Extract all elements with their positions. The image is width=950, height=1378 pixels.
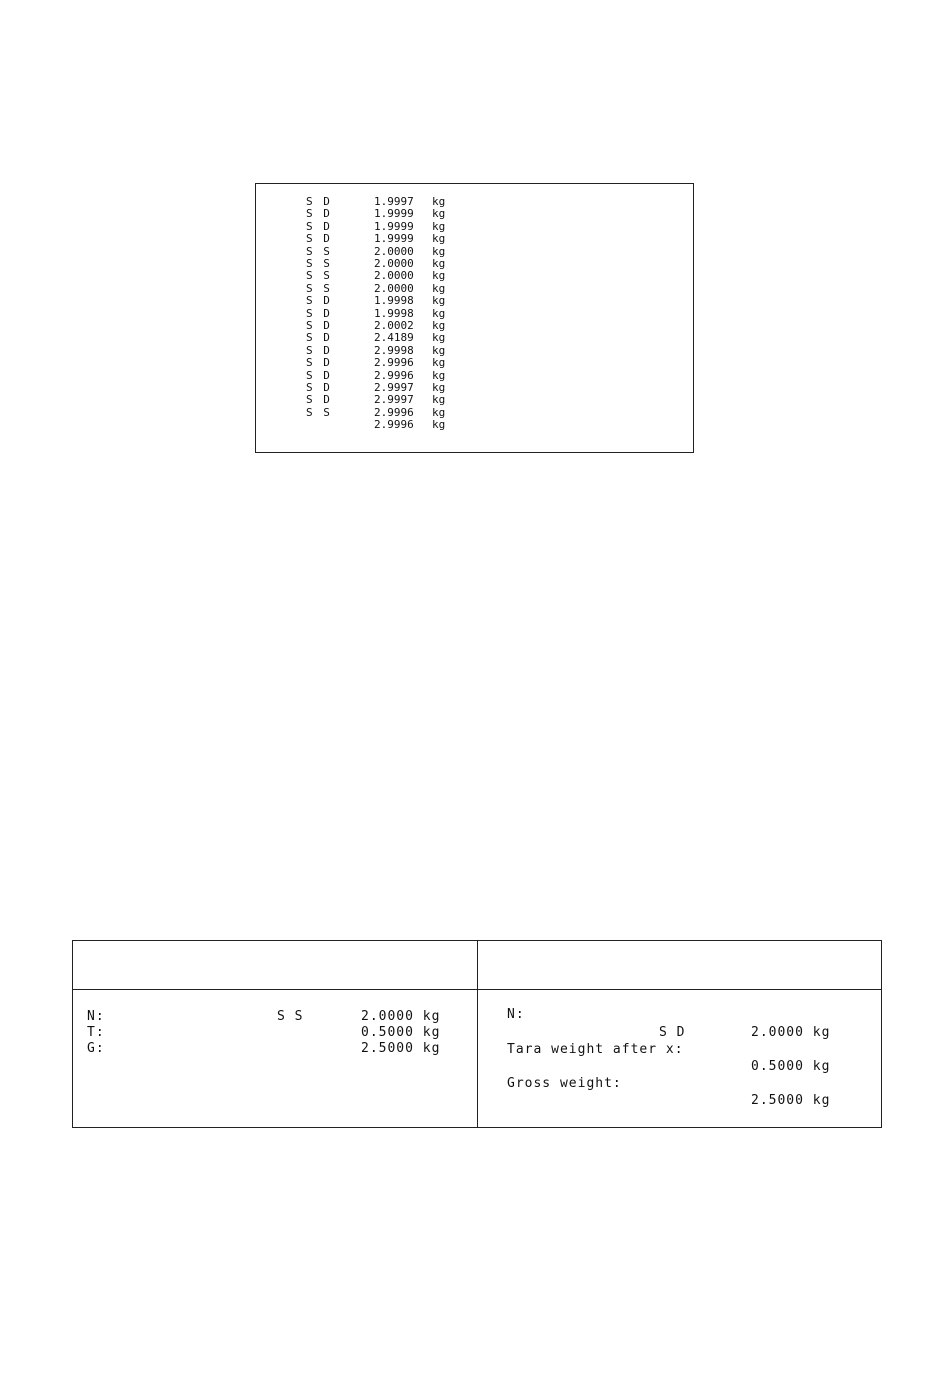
printout-status: S S [306,269,332,283]
left-g-value: 2.5000 kg [361,1041,441,1056]
printout-value: 1.9998 [374,294,414,308]
printout-value: 2.0002 [374,319,414,332]
printout-value: 1.9998 [374,306,414,320]
printout-value: 2.9996 [374,356,414,370]
right-n-value: 2.0000 kg [751,1025,831,1040]
printout-value: 2.9996 [374,368,414,382]
printout-unit: kg [432,232,446,246]
left-n-label: N: [87,1009,105,1024]
printout-status: S D [306,356,332,370]
printout-value: 2.9997 [374,393,414,407]
left-n-value: 2.0000 kg [361,1009,441,1024]
printout-status: S D [306,195,332,208]
printout-unit: kg [432,244,446,258]
printout-box [255,183,694,453]
printout-value: 2.9998 [374,343,414,357]
printout-status: S S [306,281,332,295]
printout-unit: kg [432,393,446,407]
printout-unit: kg [432,343,446,357]
printout-value: 2.9996 [374,405,414,419]
printout-unit: kg [432,319,446,332]
printout-unit: kg [432,331,446,345]
printout-value: 2.4189 [374,331,414,345]
printout-value: 1.9999 [374,232,414,246]
printout-unit: kg [432,405,446,419]
printout-status: S S [306,257,332,270]
printout-unit: kg [432,281,446,295]
printout-status: S D [306,306,332,320]
printout-status: S D [306,343,332,357]
comparison-table [72,940,882,1128]
printout-unit: kg [432,356,446,370]
right-gross-label: Gross weight: [507,1076,622,1091]
printout-status: S D [306,368,332,382]
printout-value: 1.9999 [374,219,414,233]
printout-value: 2.0000 [374,244,414,258]
right-n-label: N: [507,1007,525,1022]
right-gross-value: 2.5000 kg [751,1093,831,1108]
printout-unit: kg [432,219,446,233]
printout-status: S D [306,219,332,233]
printout-status: S D [306,319,332,332]
printout-status: S D [306,331,332,345]
printout-status: S D [306,232,332,246]
column-divider [477,941,478,1127]
printout-value: 2.9996 [374,418,414,432]
left-g-label: G: [87,1041,105,1056]
printout-status: S S [306,244,332,258]
printout-status: S S [306,405,332,419]
right-n-status: S D [659,1025,686,1040]
printout-status: S D [306,381,332,394]
printout-unit: kg [432,368,446,382]
printout-unit: kg [432,207,446,221]
printout-unit: kg [432,381,446,394]
printout-unit: kg [432,294,446,308]
left-n-status: S S [277,1009,304,1024]
printout-unit: kg [432,257,446,270]
printout-status: S D [306,294,332,308]
left-t-value: 0.5000 kg [361,1025,441,1040]
printout-status: S D [306,393,332,407]
printout-value: 1.9999 [374,207,414,221]
printout-status: S D [306,207,332,221]
printout-value: 2.0000 [374,269,414,283]
left-t-label: T: [87,1025,105,1040]
right-tara-label: Tara weight after x: [507,1042,684,1057]
printout-unit: kg [432,195,446,208]
printout-value: 2.9997 [374,381,414,394]
printout-unit: kg [432,269,446,283]
printout-unit: kg [432,306,446,320]
right-tara-value: 0.5000 kg [751,1059,831,1074]
printout-value: 2.0000 [374,257,414,270]
printout-value: 1.9997 [374,195,414,208]
printout-unit: kg [432,418,446,432]
printout-value: 2.0000 [374,281,414,295]
